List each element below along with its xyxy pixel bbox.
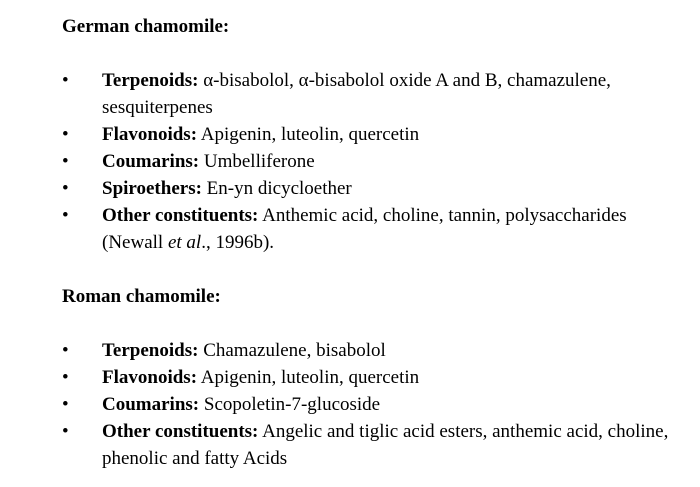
- bullet-icon: •: [62, 205, 69, 226]
- item-text: Apigenin, luteolin, quercetin: [197, 124, 420, 145]
- item-term: Terpenoids:: [102, 70, 199, 91]
- bullet-icon: •: [62, 178, 69, 199]
- list-item: [62, 364, 682, 391]
- bullet-icon: •: [62, 151, 69, 172]
- item-text: En-yn dicycloether: [201, 178, 352, 199]
- item-term: Coumarins:: [102, 151, 200, 172]
- bullet-icon: •: [62, 367, 69, 388]
- spacer: [62, 256, 682, 283]
- item-term: Flavonoids:: [102, 367, 198, 388]
- spacer: [62, 40, 682, 67]
- item-text: Anthemic acid, choline, tannin, polysaccharides (Newall: [102, 205, 627, 253]
- item-term: Coumarins:: [102, 394, 200, 415]
- item-term: Other constituents:: [102, 205, 259, 226]
- item-text: Umbelliferone: [199, 151, 315, 172]
- list-item: [62, 418, 682, 472]
- item-text: Angelic and tiglic acid esters, anthemic acid, choline, phenolic and fatty Acids: [102, 421, 669, 469]
- item-term: Flavonoids:: [102, 124, 198, 145]
- list-item: [62, 337, 682, 364]
- item-text: α-bisabolol, α-bisabolol oxide A and B, chamazulene, sesquiterpenes: [102, 70, 611, 118]
- spacer: [62, 310, 682, 337]
- item-term: Terpenoids:: [102, 340, 199, 361]
- item-text-tail: ., 1996b).: [201, 232, 275, 253]
- list-item: [62, 148, 682, 175]
- constituent-list-german: [62, 67, 682, 256]
- list-item: [62, 121, 682, 148]
- bullet-icon: •: [62, 124, 69, 145]
- document: [62, 13, 682, 472]
- item-term: Spiroethers:: [102, 178, 202, 199]
- section-heading-roman-chamomile: Roman chamomile:: [62, 286, 221, 307]
- constituent-list-roman: [62, 337, 682, 472]
- list-item: [62, 67, 682, 121]
- bullet-icon: •: [62, 70, 69, 91]
- list-item: [62, 391, 682, 418]
- item-text: Apigenin, luteolin, quercetin: [197, 367, 420, 388]
- bullet-icon: •: [62, 394, 69, 415]
- section-heading-german-chamomile: German chamomile:: [62, 16, 230, 37]
- list-item: [62, 175, 682, 202]
- list-item: [62, 202, 682, 256]
- item-text-italic: et al: [167, 232, 202, 253]
- bullet-icon: •: [62, 340, 69, 361]
- item-text: Chamazulene, bisabolol: [198, 340, 386, 361]
- item-term: Other constituents:: [102, 421, 259, 442]
- item-text: Scopoletin-7-glucoside: [199, 394, 381, 415]
- bullet-icon: •: [62, 421, 69, 442]
